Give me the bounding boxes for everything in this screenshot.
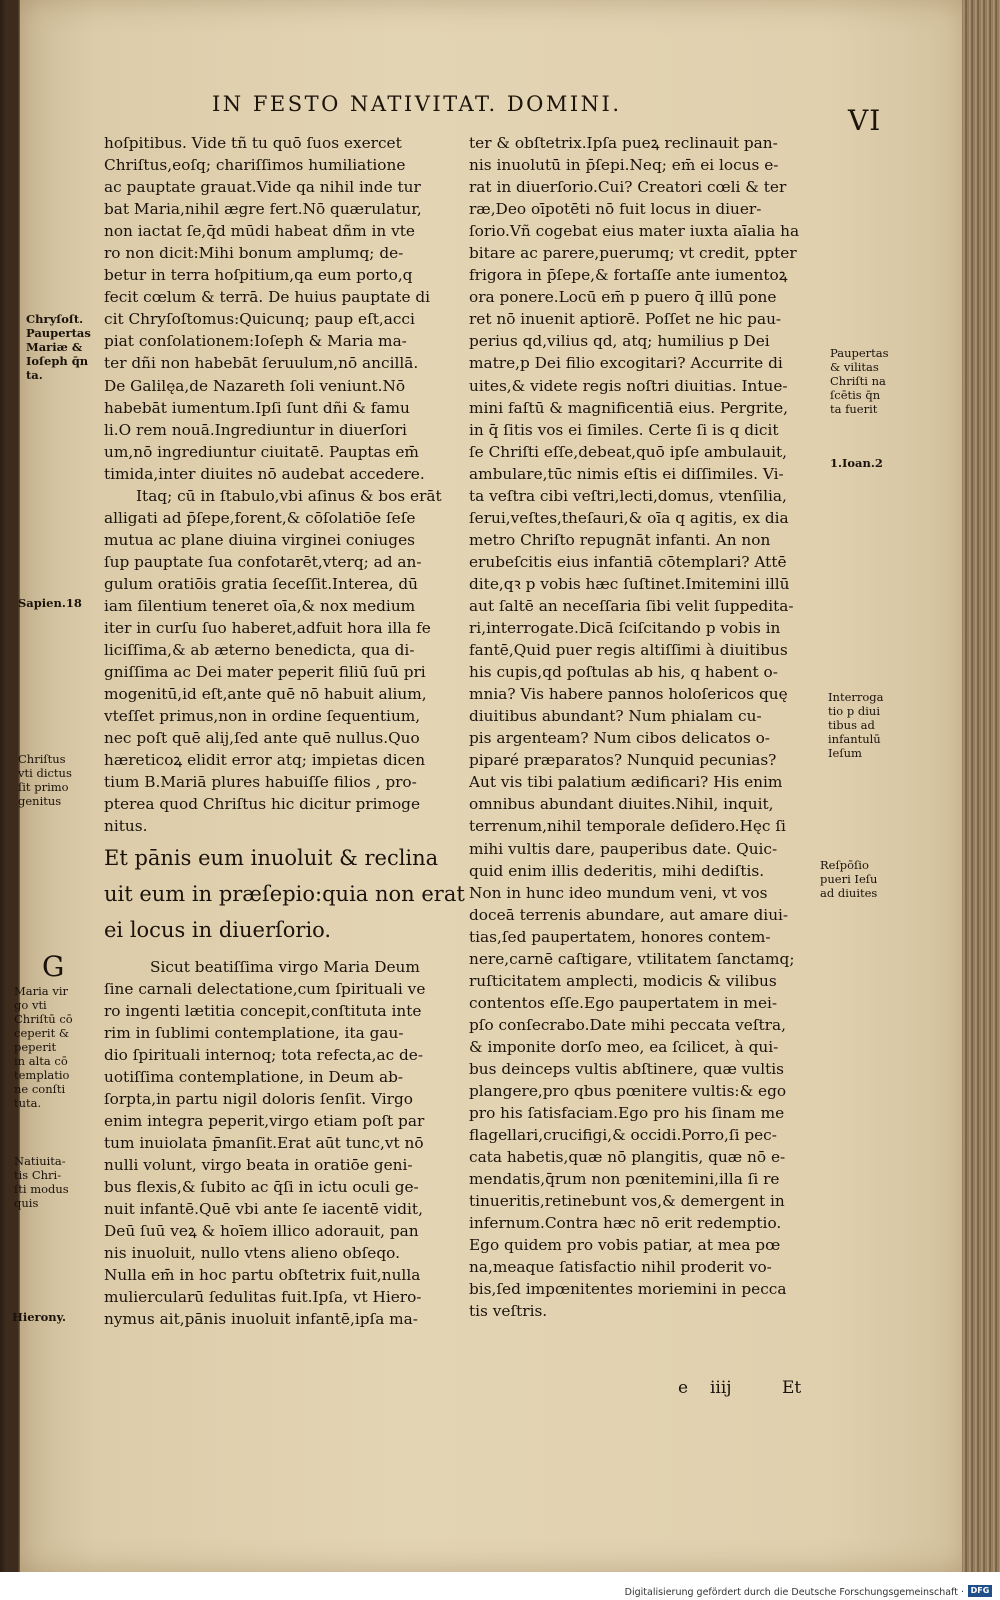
text-line: nis inuolutū in p̄ſepi.Neq; em̄ ei locus e-	[469, 156, 779, 175]
text-line: um,nō ingrediuntur ciuitatē. Pauptas em̄	[104, 442, 419, 461]
margin-note-hierony	[12, 1310, 66, 1324]
margin-note-line: Ioſeph q̄n	[26, 354, 89, 368]
text-line: infernum.Contra hæc nō erit redemptio.	[469, 1214, 782, 1233]
margin-note-line: tio p diui	[828, 704, 881, 718]
margin-note-line: infantulū	[828, 732, 881, 746]
text-line: rat in diuerſorio.Cui? Creatori cœli & ter	[469, 178, 787, 197]
margin-note-line: peperit	[14, 1040, 57, 1054]
text-line: pterea quod Chriſtus hic dicitur primoge	[104, 795, 421, 814]
running-header: IN FESTO NATIVITAT. DOMINI.	[212, 92, 622, 116]
text-line: & imponite dorſo meo, ea ſcilicet, à qui-	[469, 1037, 779, 1056]
footer-credit: Digitalisierung gefördert durch die Deutsche Forschungsgemeinschaft ·	[624, 1587, 964, 1598]
text-line: bitare ac parere,puerumq; vt credit, ppter	[469, 244, 797, 263]
margin-note-line: in alta cō	[14, 1054, 68, 1068]
text-line: mutua ac plane diuina virginei coniuges	[104, 530, 415, 549]
text-line: gulum oratiōis gratia ſeceſſit.Interea, dū	[104, 574, 419, 593]
margin-note-line: Paupertas	[830, 346, 889, 360]
text-line: cit Chryſoſtomus:Quicunq; paup eſt,acci	[104, 310, 415, 329]
text-line: Aut vis tibi palatium ædificari? His enim	[469, 773, 783, 792]
text-line: nis inuoluit, nullo vtens alieno obſeqo.	[104, 1244, 400, 1263]
text-line: pis argenteam? Num cibos delicatos o-	[469, 729, 770, 748]
text-line: ſup pauptate ſua confotarēt,vterq; ad an-	[104, 552, 422, 571]
text-line: Itaq; cū in ſtabulo,vbi aſinus & bos erāt	[136, 486, 442, 505]
text-line: piparé præparatos? Nunquid pecunias?	[469, 751, 777, 770]
text-line: li.O rem nouā.Ingrediuntur in diuerſori	[104, 420, 407, 439]
text-line: mnia? Vis habere pannos holoſericos quę	[469, 685, 788, 704]
margin-note-line: & vilitas	[830, 360, 879, 374]
text-line: ter dñi non habebāt ſeruulum,nō ancillā.	[104, 354, 419, 373]
text-line: nere,carnē caſtigare, vtilitatem ſanctamq;	[469, 949, 795, 968]
margin-note-line: Natiuita-	[14, 1154, 66, 1168]
text-line: ſorio.Vñ cogebat eius mater iuxta aīalia ha	[469, 222, 800, 241]
text-line: hæreticoꝝ elidit error atq; impietas dicen	[104, 751, 426, 770]
text-line: ro ingenti lætitia concepit,conſtituta inte	[104, 1001, 422, 1020]
margin-note-line: pueri Ieſu	[820, 872, 878, 886]
margin-note-maria	[14, 984, 73, 1110]
margin-note-line: Reſpōſio	[820, 858, 869, 872]
text-line: bus flexis,& ſubito ac q̄ſi in ictu oculi ge-	[104, 1177, 419, 1196]
margin-note-line: ne conſti	[14, 1082, 66, 1096]
text-line: bus deinceps vultis abſtinere, quæ vultis	[469, 1059, 784, 1078]
right-text-column	[469, 132, 821, 1323]
text-line: piat conſolationem:Ioſeph & Maria ma-	[104, 332, 407, 351]
margin-note-line: genitus	[18, 794, 62, 808]
margin-note-line: vti dictus	[18, 766, 72, 780]
text-line: hoſpitibus. Vide tñ tu quō ſuos exercet	[104, 134, 402, 152]
text-line: ret nō inuenit aptiorē. Poſſet ne hic pau-	[469, 310, 782, 329]
text-line: tis veſtris.	[469, 1302, 548, 1321]
margin-note-line: tibus ad	[828, 718, 875, 732]
text-line: ræ,Deo oīpotēti nō fuit locus in diuer-	[469, 200, 762, 219]
text-line: contentos eſſe.Ego paupertatem in mei-	[469, 993, 778, 1012]
text-line: Nulla em̄ in hoc partu obſtetrix fuit,nulla	[104, 1266, 421, 1285]
margin-note-line: quis	[14, 1196, 39, 1210]
text-line: tum inuiolata p̄manſit.Erat aūt tunc,vt nō	[104, 1133, 424, 1152]
signature-mark: e	[678, 1378, 689, 1398]
text-line: pro his ſatisfaciam.Ego pro his ſinam me	[469, 1104, 785, 1123]
text-line: ta veſtra cibi veſtri,lecti,domus, vtenſilia,	[469, 486, 787, 505]
text-line: ter & obſtetrix.Ipſa pueꝝ reclinauit pan-	[469, 134, 778, 152]
margin-note-paupertas	[830, 346, 889, 416]
margin-note-nativitas	[14, 1154, 69, 1210]
margin-note-line: tis Chri-	[14, 1168, 62, 1182]
text-line: omnibus abundant diuites.Nihil, inquit,	[469, 795, 774, 814]
text-line: enim integra peperit,virgo etiam poſt par	[104, 1111, 425, 1130]
text-line: timida,inter diuites nō audebat accedere.	[104, 464, 425, 483]
text-line: iter in curſu ſuo haberet,adfuit hora illa fe	[104, 619, 431, 638]
left-text-column	[104, 132, 465, 1330]
section-letter: G	[42, 950, 65, 983]
page-edge	[962, 0, 1000, 1572]
margin-note-line: ad diuites	[820, 886, 878, 900]
text-line: Chriſtus,eoſq; chariſſimos humiliatione	[104, 156, 406, 175]
text-line: in q̄ ſitis vos ei ſimiles. Certe ſi is q dicit	[469, 420, 779, 439]
text-line: iam ſilentium teneret oīa,& nox medium	[104, 596, 416, 615]
margin-note-line: Hierony.	[12, 1310, 67, 1324]
text-line: plangere,pro qbus pœnitere vultis:& ego	[469, 1082, 787, 1101]
lemma-line: uit eum in præſepio:quia non erat	[104, 881, 465, 906]
text-line: tinueritis,retinebunt vos,& demergent in	[469, 1192, 785, 1211]
text-line: uotiſſima contemplatione, in Deum ab-	[104, 1067, 404, 1086]
signature-number: iiij	[710, 1378, 732, 1398]
dfg-logo: DFG	[968, 1585, 992, 1597]
text-line: ſorpta,in partu nigil doloris ſenſit. Virgo	[104, 1089, 413, 1108]
text-line: flagellari,crucifigi,& occidi.Porro,ſi pec-	[469, 1126, 777, 1145]
text-line: dite,qꝛ p vobis hæc ſuſtinet.Imitemini illū	[469, 574, 790, 593]
lemma-line: ei locus in diuerſorio.	[104, 917, 332, 942]
text-line: non iactat ſe,q̄d mūdi habeat dñm in vte	[104, 222, 415, 241]
text-line: nitus.	[104, 817, 148, 836]
text-line: pſo conſecrabo.Date mihi peccata veſtra,	[469, 1015, 786, 1034]
text-line: nymus ait,pānis inuoluit infantē,ipſa ma-	[104, 1310, 418, 1329]
text-line: ac pauptate grauat.Vide qa nihil inde tur	[104, 178, 421, 197]
margin-note-line: 1.Ioan.2	[830, 456, 883, 470]
text-line: mihi vultis dare, pauperibus date. Quic-	[469, 839, 778, 858]
text-line: diuitibus abundant? Num phialam cu-	[469, 707, 762, 726]
margin-note-christus	[18, 752, 72, 808]
text-line: his cupis,qd poſtulas ab his, q habent o-	[469, 663, 778, 682]
margin-note-line: ſit primo	[18, 780, 69, 794]
text-line: Ego quidem pro vobis patiar, at mea pœ	[469, 1236, 781, 1255]
text-line: ambulare,tūc nimis eſtis ei diſſimiles. Vi-	[469, 464, 784, 483]
margin-note-sapien	[18, 596, 82, 610]
text-line: doceā terrenis abundare, aut amare diui-	[469, 905, 789, 924]
margin-note-line: ſti modus	[14, 1182, 69, 1196]
text-line: Deū ſuū veꝝ & hoīem illico adorauit, pan	[104, 1222, 419, 1241]
text-line: mendatis,q̄rum non pœnitemini,illa ſi re	[469, 1170, 780, 1189]
text-line: alligati ad p̄ſepe,forent,& cōſolatiōe ſeſe	[104, 508, 416, 527]
margin-note-interrogatio	[828, 690, 884, 760]
text-line: metro Chriſto repugnāt infanti. An non	[469, 530, 771, 549]
text-line: na,meaque ſatisfactio nihil proderit vo-	[469, 1258, 772, 1277]
text-line: ruſticitatem amplecti, modicis & vilibus	[469, 971, 777, 990]
margin-note-line: Maria vir	[14, 984, 68, 998]
text-line: mogenitū,id eſt,ante quē nō habuit alium,	[104, 685, 427, 704]
text-line: nulli volunt, virgo beata in oratiōe geni-	[104, 1155, 413, 1174]
margin-note-line: Chriſtū cō	[14, 1012, 73, 1026]
text-line: rim in ſublimi contemplatione, ita gau-	[104, 1023, 404, 1042]
margin-note-line: Sapien.18	[18, 596, 82, 610]
text-line: matre,p Dei filio excogitari? Accurrite di	[469, 354, 783, 373]
text-line: nec poſt quē alij,ſed ante quē nullus.Quo	[104, 729, 420, 748]
margin-note-line: ceperit &	[14, 1026, 70, 1040]
text-line: gniſſima ac Dei mater peperit filiū ſuū pri	[104, 663, 426, 682]
margin-note-line: ta.	[26, 368, 43, 382]
text-line: bis,ſed impœnitentes moriemini in pecca	[469, 1280, 787, 1299]
text-line: erubeſcitis eius infantiā cōtemplari? Attē	[469, 552, 787, 571]
text-line: ſerui,veſtes,theſauri,& oīa q agitis, ex dia	[469, 508, 789, 527]
catchword: Et	[782, 1378, 802, 1398]
text-line: ſe Chriſti eſſe,debeat,quō ipſe ambulauit,	[469, 442, 788, 461]
margin-note-ioan	[830, 456, 883, 470]
text-line: Sicut beatiſſima virgo Maria Deum	[150, 957, 420, 976]
text-line: tias,ſed paupertatem, honores contem-	[469, 927, 771, 946]
text-line: quid enim illis dederitis, mihi dediſtis.	[469, 861, 765, 880]
text-line: nuit infantē.Quē vbi ante ſe iacentē vidit,	[104, 1200, 423, 1219]
text-line: muliercularū ſedulitas fuit.Ipſa, vt Hiero-	[104, 1288, 422, 1307]
margin-note-line: go vti	[14, 998, 47, 1012]
margin-note-line: Ieſum	[828, 746, 862, 760]
text-line: ora ponere.Locū em̄ p puero q̄ illū pone	[469, 288, 777, 307]
text-line: liciſſima,& ab æterno benedicta, qua di-	[104, 641, 415, 660]
margin-note-line: Chryſoſt.	[26, 312, 84, 326]
text-line: De Galilęa,de Nazareth ſoli veniunt.Nō	[104, 376, 406, 395]
margin-note-line: ſcētis q̄n	[830, 388, 881, 402]
text-line: Non in hunc ideo mundum veni, vt vos	[469, 883, 768, 902]
text-line: cata habetis,quæ nō plangitis, quæ nō e-	[469, 1148, 786, 1167]
text-line: terrenum,nihil temporale deſidero.Hęc ſi	[469, 817, 786, 836]
margin-note-line: ta fuerit	[830, 402, 878, 416]
text-line: mini faſtū & magnificentiā eius. Pergrite,	[469, 398, 789, 417]
text-line: dio ſpirituali internoq; tota refecta,ac de-	[104, 1045, 424, 1064]
text-line: habebāt iumentum.Ipſi ſunt dñi & famu	[104, 398, 410, 417]
margin-note-line: Chriſti na	[830, 374, 886, 388]
margin-note-line: Chriſtus	[18, 752, 66, 766]
text-line: fantē,Quid puer regis altiſſimi à diuitibus	[469, 641, 788, 660]
text-line: tium B.Mariā plures habuiſſe filios , pro-	[104, 773, 417, 792]
margin-note-chrysost	[26, 312, 91, 382]
margin-note-line: templatio	[14, 1068, 70, 1082]
margin-note-line: Interroga	[828, 690, 884, 704]
margin-note-responsio	[820, 858, 877, 900]
text-line: ri,interrogate.Dicā ſciſcitando p vobis in	[469, 619, 781, 638]
text-line: ro non dicit:Mihi bonum amplumq; de-	[104, 244, 404, 263]
text-line: perius qd,vilius qd, atq; humilius p Dei	[469, 332, 770, 351]
margin-note-line: Paupertas	[26, 326, 91, 340]
text-line: frigora in p̄ſepe,& fortaſſe ante iumentoꝝ	[469, 266, 788, 285]
lemma-line: Et pānis eum inuoluit & reclina	[104, 845, 439, 870]
text-line: uites,& videte regis noſtri diuitias. Intue-	[469, 376, 788, 395]
margin-note-line: tuta.	[14, 1096, 42, 1110]
text-line: betur in terra hoſpitium,qa eum porto,q	[104, 266, 413, 285]
text-line: vteſſet primus,non in ordine ſequentium,	[104, 707, 421, 726]
text-line: aut ſaltē an neceſſaria ſibi velit ſuppedita-	[469, 596, 794, 615]
text-line: ſine carnali delectatione,cum ſpirituali ve	[104, 979, 426, 998]
folio-number: VI	[848, 104, 882, 137]
text-line: bat Maria,nihil ægre fert.Nō quærulatur,	[104, 200, 422, 219]
margin-note-line: Mariæ &	[26, 340, 83, 354]
text-line: fecit cœlum & terrā. De huius pauptate di	[104, 288, 431, 307]
